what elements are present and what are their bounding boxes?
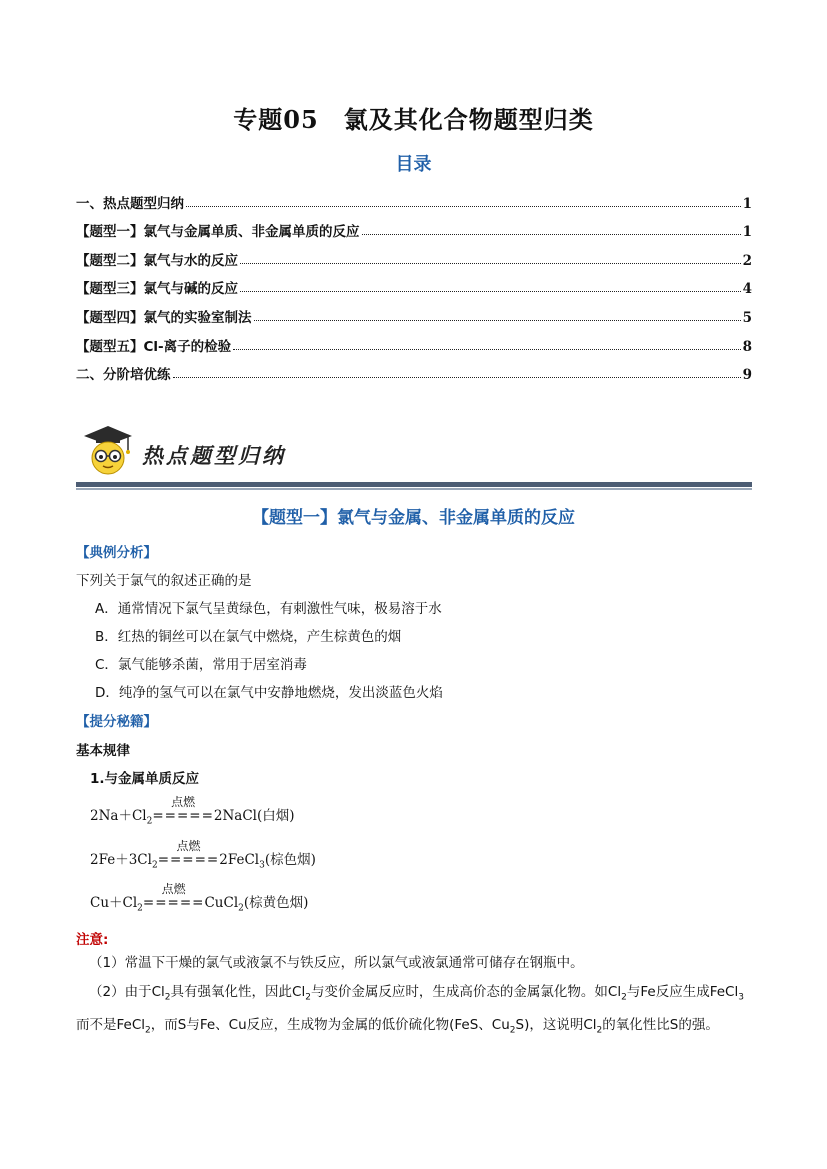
rule-heading: 基本规律 [76,743,130,759]
equation-na: $2Na+Cl_2$ 点燃 =====2NaCl(白烟) [90,795,295,827]
note-paragraph-1: （1）常温下干燥的氯气或液氯不与铁反应，所以氯气或液氯通常可储存在钢瓶中。 [89,955,584,971]
toc-leader-dots [233,349,740,350]
toc-item-label: 一、热点题型归纳 [76,195,184,212]
example-tag: 【典例分析】 [76,545,157,561]
tips-tag: 【提分秘籍】 [76,714,157,730]
sub-heading: 1.与金属单质反应 [90,771,200,787]
toc-item-page: 2 [742,252,752,269]
question-stem: 下列关于氯气的叙述正确的是 [76,573,252,589]
banner-divider-thin [76,488,752,490]
toc-leader-dots [240,263,741,264]
scholar-mascot-icon [82,424,134,476]
note-paragraph-2: （2）由于$Cl_2$具有强氧化性，因此$Cl_2$与变价金属反应时，生成高价态的金属氯化物。如$Cl_2$与Fe反应生成FeCl$_3$而不是FeCl$_2$，而S与Fe、Cu反应，生成物为金属的低价硫化物(FeS、$Cu_2S$)，这说明$Cl_2$的氧化性比S的强。 [76,984,744,1036]
option-d[interactable]: D．纯净的氢气可以在氯气中安静地燃烧，发出淡蓝色火焰 [95,685,443,701]
toc-leader-dots [173,377,741,378]
banner-divider [76,482,752,487]
toc-item[interactable] [76,355,752,384]
toc-item-label: 【题型五】Cl-离子的检验 [76,338,232,355]
toc-item-page: 1 [742,224,752,241]
section-title: 【题型一】氯气与金属、非金属单质的反应 [252,508,575,528]
toc-item-page: 4 [742,281,752,298]
toc-item[interactable] [76,212,752,241]
reaction-condition: 点燃 ===== [142,882,205,911]
equation-fe: $2Fe+3Cl_2$ 点燃 =====2FeCl$_3$(棕色烟) [90,839,316,871]
toc-item-page: 8 [742,338,752,355]
option-a[interactable]: A．通常情况下氯气呈黄绿色，有刺激性气味，极易溶于水 [95,601,442,617]
toc-item[interactable] [76,326,752,355]
toc-item-label: 【题型三】氯气与碱的反应 [76,281,238,298]
toc-item-label: 【题型四】氯气的实验室制法 [76,309,252,326]
banner-text: 热点题型归纳 [142,443,286,468]
table-of-contents [76,183,752,383]
reaction-condition: 点燃 ===== [157,839,220,868]
toc-item-label: 二、分阶培优练 [76,367,171,384]
toc-item-page: 9 [742,367,752,384]
option-b[interactable]: B．红热的铜丝可以在氯气中燃烧，产生棕黄色的烟 [95,629,402,645]
toc-item-page: 5 [742,309,752,326]
option-c[interactable]: C．氯气能够杀菌，常用于居室消毒 [95,657,307,673]
section-banner [76,420,752,492]
toc-item-label: 【题型二】氯气与水的反应 [76,252,238,269]
toc-leader-dots [240,291,741,292]
toc-heading: 目录 [395,154,432,175]
page-title: 专题05 氯及其化合物题型归类 [233,105,594,134]
toc-item-label: 【题型一】氯气与金属单质、非金属单质的反应 [76,224,360,241]
toc-leader-dots [186,206,741,207]
toc-item[interactable] [76,297,752,326]
note-tag: 注意: [76,932,109,948]
toc-item-page: 1 [742,195,752,212]
toc-leader-dots [362,234,741,235]
toc-item[interactable] [76,269,752,298]
toc-leader-dots [254,320,741,321]
toc-item[interactable] [76,240,752,269]
toc-item[interactable] [76,183,752,212]
equation-cu: $Cu+Cl_2$ 点燃 =====CuCl$_2$(棕黄色烟) [90,882,309,914]
reaction-condition: 点燃 ===== [152,795,214,824]
